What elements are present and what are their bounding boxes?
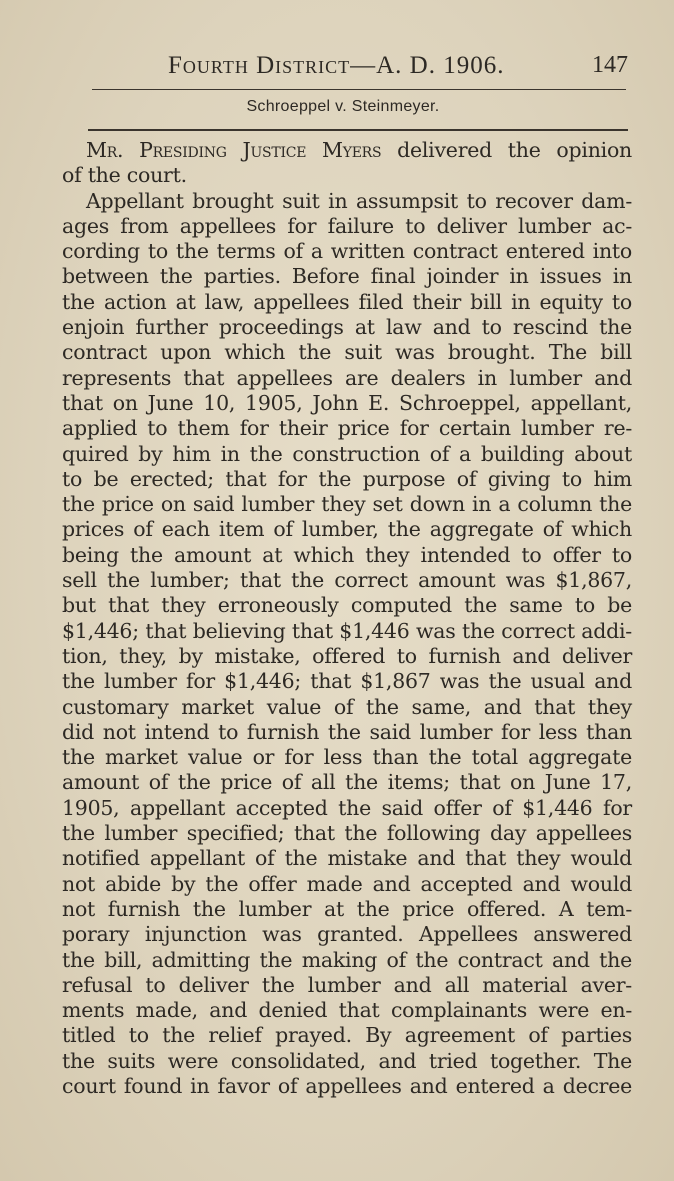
judge-name: Mr. Presiding Justice Myers: [86, 138, 382, 162]
text-line: quired by him in the construction of a building about: [62, 441, 632, 466]
text-line: being the amount at which they intended to offer to: [62, 542, 632, 567]
running-head: [88, 52, 630, 84]
text-line: to be erected; that for the purpose of giving to him: [62, 466, 632, 491]
text-line: applied to them for their price for certain lumber re-: [62, 416, 632, 441]
text-line: the price on said lumber they set down in a column the: [62, 492, 632, 517]
text-line: the lumber specified; that the following day appellees: [62, 821, 632, 846]
text-line: $1,446; that believing that $1,446 was the correct addi-: [62, 618, 632, 643]
text-line: titled to the relief prayed. By agreement of parties: [62, 1023, 632, 1048]
text-line: customary market value of the same, and that they: [62, 694, 632, 719]
header-rule-bottom: [88, 129, 628, 131]
text-line: did not intend to furnish the said lumber for less than: [62, 719, 632, 744]
text-line: between the parties. Before final joinder in issues in: [62, 264, 632, 289]
text-line: the lumber for $1,446; that $1,867 was the usual and: [62, 669, 632, 694]
opinion-text: [62, 138, 632, 1099]
text-line: the action at law, appellees filed their bill in equity to: [62, 289, 632, 314]
case-name: Schroeppel v. Steinmeyer.: [246, 98, 440, 115]
text-line: sell the lumber; that the correct amount was $1,867,: [62, 568, 632, 593]
text-line: the bill, admitting the making of the contract and the: [62, 947, 632, 972]
text-line-content: delivered the opinion: [381, 138, 632, 162]
text-line: refusal to deliver the lumber and all material aver-: [62, 972, 632, 997]
text-line: represents that appellees are dealers in lumber and: [62, 365, 632, 390]
text-line: porary injunction was granted. Appellees answered: [62, 922, 632, 947]
text-line: court found in favor of appellees and entered a decree: [62, 1073, 632, 1098]
text-line: that on June 10, 1905, John E. Schroeppel, appellant,: [62, 390, 632, 415]
text-line: but that they erroneously computed the same to be: [62, 593, 632, 618]
text-line: ages from appellees for failure to deliver lumber ac-: [62, 213, 632, 238]
text-line: contract upon which the suit was brought. The bill: [62, 340, 632, 365]
text-line: not abide by the offer made and accepted and would: [62, 871, 632, 896]
text-line: of the court.: [62, 163, 187, 188]
text-line: not furnish the lumber at the price offered. A tem-: [62, 896, 632, 921]
text-line: 1905, appellant accepted the said offer of $1,446 for: [62, 795, 632, 820]
text-line: the market value or for less than the total aggregate: [62, 745, 632, 770]
header-rule-top: [92, 89, 626, 90]
text-line: Appellant brought suit in assumpsit to recover dam-: [86, 188, 632, 213]
text-line: enjoin further proceedings at law and to rescind the: [62, 315, 632, 340]
text-line: notified appellant of the mistake and that they would: [62, 846, 632, 871]
text-line: ments made, and denied that complainants were en-: [62, 998, 632, 1023]
text-line: tion, they, by mistake, offered to furnish and deliver: [62, 643, 632, 668]
text-line: amount of the price of all the items; that on June 17,: [62, 770, 632, 795]
text-line: [62, 138, 632, 163]
running-title: Fourth District—A. D. 1906.: [168, 52, 505, 79]
text-line: the suits were consolidated, and tried together. The: [62, 1048, 632, 1073]
text-line: prices of each item of lumber, the aggregate of which: [62, 517, 632, 542]
page-number: 147: [592, 52, 628, 78]
text-line: cording to the terms of a written contract entered into: [62, 239, 632, 264]
